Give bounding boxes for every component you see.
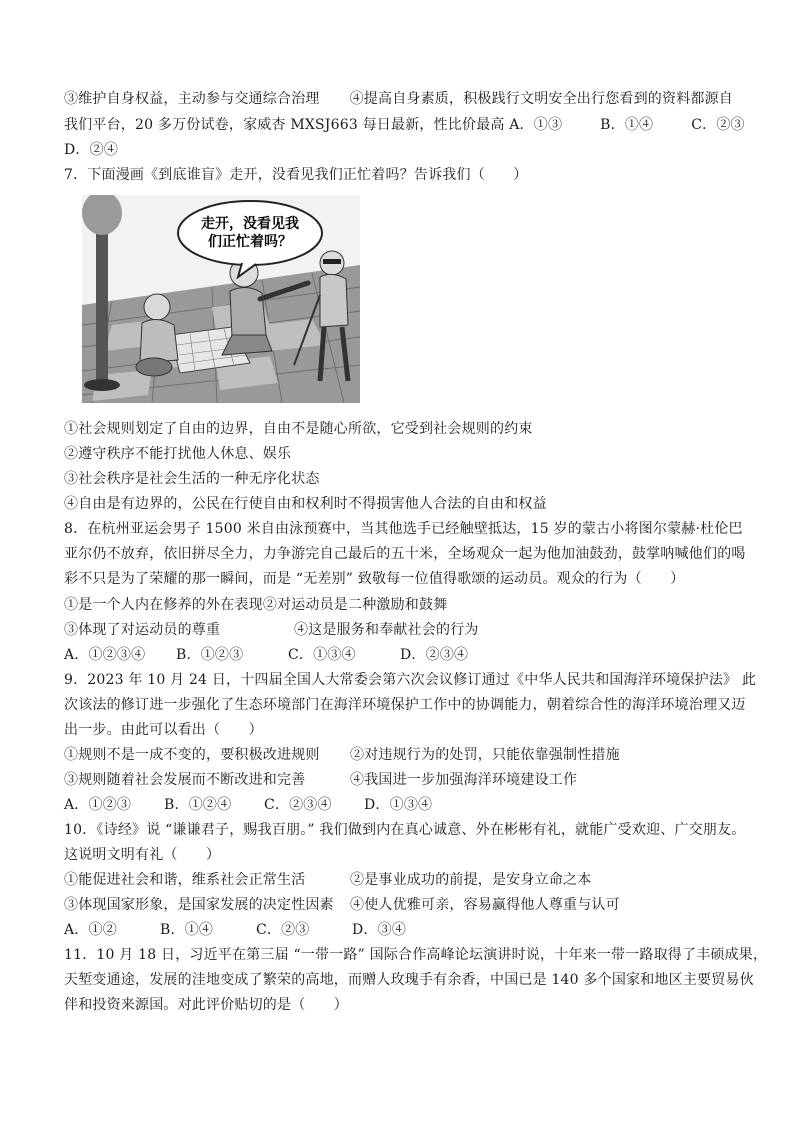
q9-option-1: ①规则不是一成不变的，要积极改进规则 xyxy=(64,747,320,763)
q9-options-row-1 xyxy=(64,746,744,764)
q6-options-row xyxy=(64,90,744,108)
q6-option-4: ④提高自身素质，积极践行文明安全出行您看到的资料都源自 xyxy=(349,91,734,107)
q9-answer-d: D．①③④ xyxy=(364,797,433,813)
q9-option-4: ④我国进一步加强海洋环境建设工作 xyxy=(350,772,578,788)
bubble-line-1: 走开，没看见我 xyxy=(201,216,299,232)
q10-option-1: ①能促进社会和谐，维系社会正常生活 xyxy=(64,872,306,888)
q9-stem-line-2: 次该法的修订进一步强化了生态环境部门在海洋环境保护工作中的协调能力，朝着综合性的海洋环境治理又迈 xyxy=(64,697,746,713)
q9-options-row-2 xyxy=(64,771,744,789)
q10-stem-line-2: 这说明文明有礼（ ） xyxy=(64,847,221,863)
q6-answers-row xyxy=(64,116,744,134)
q8-stem-line-3: 彩不只是为了荣耀的那一瞬间，而是 “无差别” 致敬每一位值得歌颂的运动员。观众的行为（ ） xyxy=(64,571,685,587)
q8-answer-d: D．②③④ xyxy=(400,647,469,663)
q7-option-1: ①社会规则划定了自由的边界，自由不是随心所欲，它受到社会规则的约束 xyxy=(64,421,533,437)
q10-answer-c: C．②③ xyxy=(256,922,310,938)
q8-options-row-2 xyxy=(64,621,744,639)
q7-option-4: ④自由是有边界的，公民在行使自由和权利时不得损害他人合法的自由和权益 xyxy=(64,496,547,512)
q8-option-1: ①是一个人内在修养的外在表现 xyxy=(64,597,263,613)
cartoon-image xyxy=(82,195,360,403)
q9-option-3: ③规则随着社会发展而不断改进和完善 xyxy=(64,772,306,788)
q9-answer-a: A．①②③ xyxy=(64,797,132,813)
q6-answer-c: C．②③ xyxy=(691,117,745,133)
q9-answers xyxy=(64,796,744,814)
q10-answer-d: D．③④ xyxy=(352,922,407,938)
q7-stem: 7．下面漫画《到底谁盲》走开，没看见我们正忙着吗？告诉我们（ ） xyxy=(64,167,528,183)
cartoon-drawing xyxy=(82,195,360,403)
q11-stem-line-2: 天堑变通途，发展的洼地变成了繁荣的高地，而赠人玫瑰手有余香，中国已是 140 多个国家和地区主要贸易伙 xyxy=(64,972,754,988)
q8-stem-line-1: 8．在杭州亚运会男子 1500 米自由泳预赛中，当其他选手已经触壁抵达，15 岁的蒙古小将图尔蒙赫·杜伦巴 xyxy=(64,521,743,537)
q7-option-3: ③社会秩序是社会生活的一种无序化状态 xyxy=(64,471,320,487)
q8-option-2: ②对运动员是二种激励和鼓舞 xyxy=(262,597,448,613)
q8-stem-line-2: 亚尔仍不放弃，依旧拼尽全力，力争游完自己最后的五十米，全场观众一起为他加油鼓劲，鼓掌呐喊他们的喝 xyxy=(64,546,746,562)
q10-option-4: ④使人优雅可亲，容易赢得他人尊重与认可 xyxy=(350,897,620,913)
q8-answer-c: C．①③④ xyxy=(288,647,356,663)
q8-options-row-1 xyxy=(64,596,744,614)
q8-answers xyxy=(64,646,744,664)
q8-option-3: ③体现了对运动员的尊重 xyxy=(64,622,221,638)
q11-stem-line-3: 伴和投资来源国。对此评价贴切的是（ ） xyxy=(64,997,348,1013)
q10-answers xyxy=(64,921,744,939)
q10-answer-b: B．①④ xyxy=(160,922,214,938)
bubble-line-2: 们正忙着吗？ xyxy=(208,234,292,250)
q10-option-2: ②是事业成功的前提，是安身立命之本 xyxy=(350,872,592,888)
q8-answer-b: B．①②③ xyxy=(176,647,244,663)
q6-answer-a: 我们平台，20 多万份试卷，家威杏 MXSJ663 每日最新，性比价最高 A．①③ xyxy=(64,117,563,133)
q9-stem-line-3: 出一步。由此可以看出（ ） xyxy=(64,722,263,738)
q9-answer-b: B．①②④ xyxy=(164,797,232,813)
q11-stem-line-1: 11．10 月 18 日，习近平在第三届 “一带一路” 国际合作高峰论坛演讲时说，十年来一带一路取得了丰硕成果， xyxy=(64,947,768,963)
q10-answer-a: A．①② xyxy=(64,922,117,938)
q10-options-row-2 xyxy=(64,896,744,914)
q8-answer-a: A．①②③④ xyxy=(64,647,146,663)
q10-stem-line-1: 10．《诗经》说 “谦谦君子，赐我百朋。” 我们做到内在真心诚意、外在彬彬有礼，就能广受欢迎、广交朋友。 xyxy=(64,822,746,838)
q9-answer-c: C．②③④ xyxy=(264,797,332,813)
q6-option-3: ③维护自身权益，主动参与交通综合治理 xyxy=(64,91,320,107)
q6-answer-b: B．①④ xyxy=(600,117,654,133)
q9-stem-line-1: 9．2023 年 10 月 24 日，十四届全国人大常委会第六次会议修订通过《中华人民共和国海洋环境保护法》 此 xyxy=(64,672,757,688)
q9-option-2: ②对违规行为的处罚，只能依靠强制性措施 xyxy=(350,747,620,763)
q6-answer-d: D．②④ xyxy=(64,142,119,158)
q10-option-3: ③体现国家形象，是国家发展的决定性因素 xyxy=(64,897,334,913)
q10-options-row-1 xyxy=(64,871,744,889)
q7-option-2: ②遵守秩序不能打扰他人休息、娱乐 xyxy=(64,446,292,462)
q8-option-4: ④这是服务和奉献社会的行为 xyxy=(294,622,479,638)
